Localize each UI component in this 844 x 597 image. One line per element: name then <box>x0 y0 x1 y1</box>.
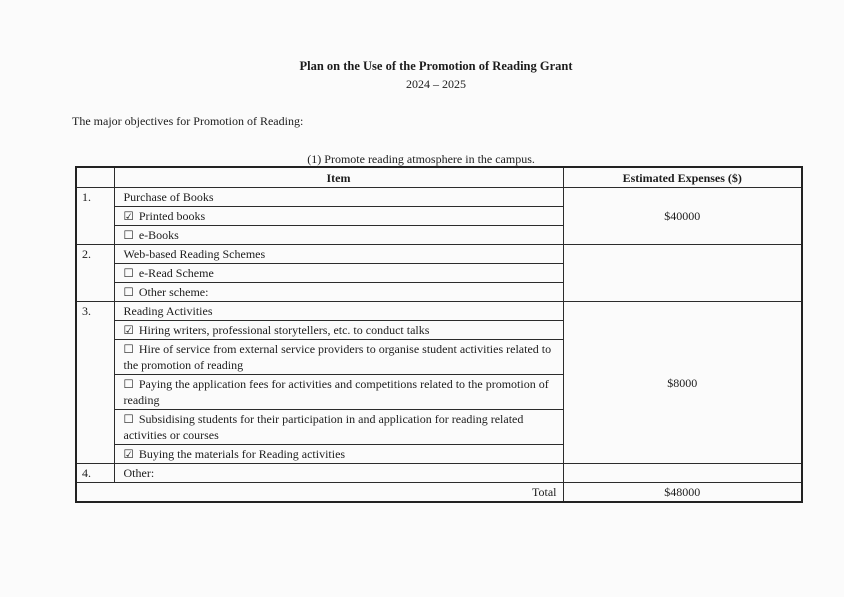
checkbox-item-cell <box>114 321 563 340</box>
item-label: Subsidising students for their participation in and application for reading related <box>138 412 524 426</box>
expenses-cell <box>563 245 802 302</box>
section-heading-cell: Purchase of Books <box>114 188 563 207</box>
item-label: e-Read Scheme <box>138 266 214 280</box>
checkbox-item-cell <box>114 340 563 375</box>
header-expenses-cell: Estimated Expenses ($) <box>563 167 802 188</box>
item-label: Hire of service from external service providers to organise student activities related to <box>138 342 552 356</box>
item-label: Paying the application fees for activities and competitions related to the promotion of <box>138 377 549 391</box>
table-row <box>76 302 802 321</box>
item-label-line-2: reading <box>123 393 160 407</box>
total-row <box>76 483 802 503</box>
header-item-cell: Item <box>114 167 563 188</box>
checkbox-unchecked-icon: ☐ <box>123 228 134 242</box>
item-label: Buying the materials for Reading activities <box>138 447 346 461</box>
section-heading-cell: Other: <box>114 464 563 483</box>
checkbox-unchecked-icon: ☐ <box>123 377 134 391</box>
grant-plan-table <box>75 166 803 503</box>
section-number: 4. <box>76 464 114 483</box>
checkbox-unchecked-icon: ☐ <box>123 342 134 356</box>
total-value-cell: $48000 <box>563 483 802 503</box>
expenses-cell: $8000 <box>563 302 802 464</box>
expenses-cell: $40000 <box>563 188 802 245</box>
title-block <box>72 59 800 92</box>
expenses-cell <box>563 464 802 483</box>
section-heading-cell: Web-based Reading Schemes <box>114 245 563 264</box>
item-label: e-Books <box>138 228 179 242</box>
checkbox-unchecked-icon: ☐ <box>123 285 134 299</box>
checkbox-unchecked-icon: ☐ <box>123 412 134 426</box>
table-row <box>76 464 802 483</box>
table-row <box>76 245 802 264</box>
checkbox-item-cell <box>114 445 563 464</box>
item-label: Other scheme: <box>138 285 209 299</box>
checkbox-item-cell <box>114 283 563 302</box>
section-number: 2. <box>76 245 114 302</box>
checkbox-checked-icon: ☑ <box>123 447 134 461</box>
document-year-range: 2024 – 2025 <box>406 77 466 91</box>
section-heading-cell: Reading Activities <box>114 302 563 321</box>
checkbox-checked-icon: ☑ <box>123 323 134 337</box>
checkbox-item-cell <box>114 375 563 410</box>
section-number: 1. <box>76 188 114 245</box>
checkbox-item-cell <box>114 207 563 226</box>
item-label: Printed books <box>138 209 206 223</box>
checkbox-item-cell <box>114 226 563 245</box>
document-title: Plan on the Use of the Promotion of Reading Grant <box>299 59 573 73</box>
checkbox-item-cell <box>114 410 563 445</box>
total-label-cell: Total <box>76 483 563 503</box>
checkbox-item-cell <box>114 264 563 283</box>
table-header-row <box>76 167 802 188</box>
header-number-cell <box>76 167 114 188</box>
objective-1: (1) Promote reading atmosphere in the campus. <box>307 152 535 166</box>
checkbox-checked-icon: ☑ <box>123 209 134 223</box>
item-label-line-2: the promotion of reading <box>123 358 244 372</box>
checkbox-unchecked-icon: ☐ <box>123 266 134 280</box>
section-number: 3. <box>76 302 114 464</box>
item-label: Hiring writers, professional storytellers, etc. to conduct talks <box>138 323 430 337</box>
objectives-intro: The major objectives for Promotion of Reading: <box>72 114 304 128</box>
item-label-line-2: activities or courses <box>123 428 219 442</box>
table-row <box>76 188 802 207</box>
